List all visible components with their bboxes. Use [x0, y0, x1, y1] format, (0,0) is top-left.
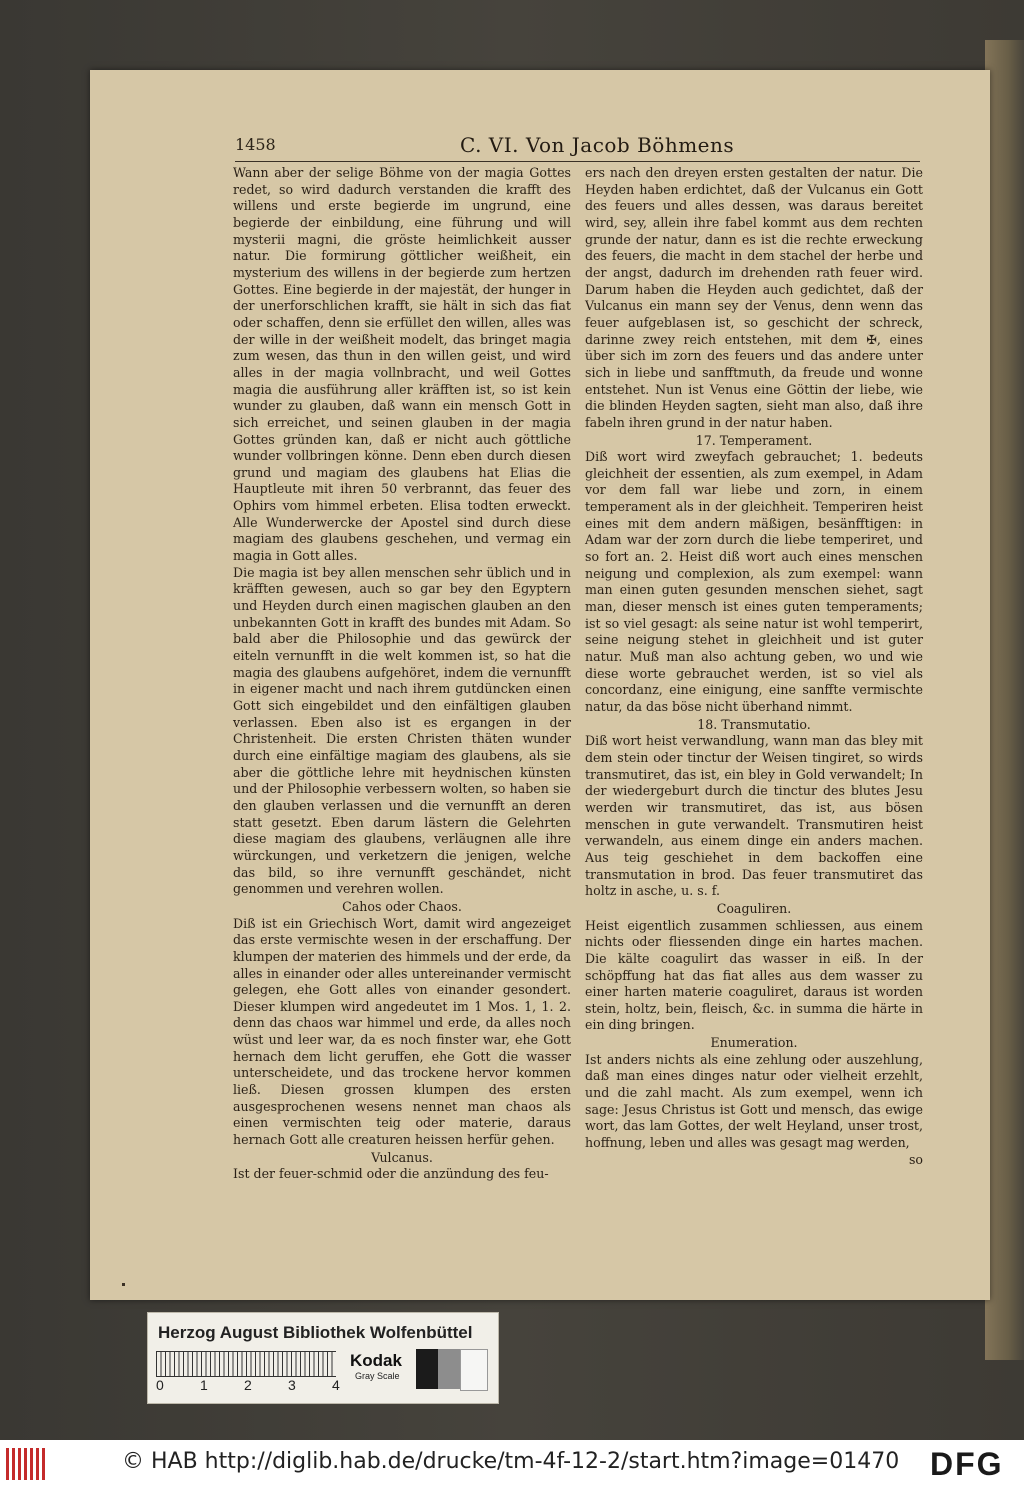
- section-heading: 17. Temperament.: [695, 432, 813, 448]
- library-name: Herzog August Bibliothek Wolfenbüttel: [158, 1323, 473, 1342]
- paragraph: Wann aber der selige Böhme von der magia Gottes redet, so wird dadurch verstanden die krafft des willens und erste begierde im ungrund, eine begierde der einbildung, eine führung und will mysterii magni, die gröste heimlichkeit ausser natur. Die formirung göttlicher weißheit, ein mysterium des willens in der begierde zum hertzen Gottes. Eine begierde in der majestät, der hunger in der unerforschlichen krafft, sie hält in sich das fiat oder schaffen, denn sie erfüllet den willen, alles was der wille in der weißheit modelt, das bringet magia zum wesen, das thun in den willen geist, und wird alles in der magia vollnbracht, und weil Gottes magia die ausführung aller kräfften ist, so ist kein wunder zu glauben, daß wann ein mensch Gott in sich erreichet, und seinen glauben in der magia Gottes gründen kan, daß er nicht auch göttliche wunder vollbringen könne. Denn eben durch diesen grund und magiam des glaubens hat Elias die Hauptleute mit ihren 50 verbrannt, das feuer des Ophirs vom himmel erbeten. Elisa todten erweckt. Alle Wunderwercke der Apostel sind durch diese magiam des glaubens geschehen, und vermag ein magia in Gott alles.: [233, 165, 571, 564]
- right-text-column: [585, 165, 923, 1168]
- color-reference-card: [147, 1312, 499, 1404]
- page-number: 1458: [235, 135, 276, 154]
- dfg-logo: DFG: [930, 1446, 1004, 1482]
- page-speck: [122, 1283, 125, 1286]
- copyright-url[interactable]: © HAB http://diglib.hab.de/drucke/tm-4f-12-2/start.htm?image=01470: [122, 1449, 900, 1474]
- kodak-logo: Kodak: [350, 1351, 402, 1370]
- white-swatch: [460, 1349, 488, 1391]
- left-text-column: [233, 165, 571, 1183]
- paragraph: Diß wort heist verwandlung, wann man das bley mit dem stein oder tinctur der Weisen tingiret, so wirds transmutiret, das ist, ein bley in Gold verwandelt; In der wiedergeburt durch die tinctur des blutes Jesu werden wir transmutiret, das ist, aus bösen menschen in gute verwandelt. Transmutiren heist verwandeln, aus einem dinge ein anders machen. Aus teig geschiehet in dem backoffen eine transmutation in brod. Das feuer transmutiret das holtz in asche, u. s. f.: [585, 733, 923, 899]
- ruler-number: 0: [156, 1377, 164, 1393]
- paragraph: Ist der feuer-schmid oder die anzündung des feu-: [233, 1166, 549, 1182]
- paragraph: Diß ist ein Griechisch Wort, damit wird angezeiget das erste vermischte wesen in der erschaffung. Der klumpen der materien des himmels und der erde, da alles in einander oder alles untereinander vermischt gelegen, ehe Gott alles von einander gesondert. Dieser klumpen wird angedeutet im 1 Mos. 1, 1. 2. denn das chaos war himmel und erde, da alles noch wüst und leer war, da es noch finster war, ehe Gott hernach dem licht geruffen, ehe Gott die wasser unterscheidete, und das trockene hervor kommen ließ. Diesen grossen klumpen des ersten ausgesprochenen wesens nennet man chaos als einen vermischten teig oder materie, daraus hernach Gott alle creaturen heissen herfür gehen.: [233, 915, 571, 1148]
- section-heading: Enumeration.: [710, 1035, 798, 1051]
- gray-scale-label: Gray Scale: [355, 1371, 400, 1381]
- paragraph: Heist eigentlich zusammen schliessen, aus einem nichts oder fliessenden dinge ein hartes machen. Die kälte coagulirt das wasser in eiß. In der schöpffung hat das fiat alles aus dem wasser zu einer harten materie coaguliret, daraus ist worden stein, holtz, bein, fleisch, &c. in summa die härte in ein ding bringen.: [585, 917, 923, 1033]
- section-heading: Cahos oder Chaos.: [342, 898, 462, 914]
- measurement-ruler: [156, 1351, 336, 1377]
- paragraph: ers nach den dreyen ersten gestalten der natur. Die Heyden haben erdichtet, daß der Vulcanus ein Gott des feuers und alles dessen, was daraus bereitet wird, sey, allein ihre fabel kommt aus dem rechten grunde der natur, dann es ist die rechte erweckung des feuers, die macht in dem stachel der herbe und der angst, dadurch im drehenden rath feuer wird. Darum haben die Heyden auch gedichtet, daß der Vulcanus ein mann sey der Venus, denn wenn das feuer aufgeblasen ist, so geschicht der schreck, darinne zwey reich entstehen, mit dem ✠, eines über sich im zorn des feuers und das andere unter sich in liebe und sanfftmuth, da freude und wonne entstehet. Nun ist Venus eine Göttin der liebe, wie die blinden Heyden sagten, sieht man also, daß ihre fabeln ihren grund in der natur haben.: [585, 165, 923, 430]
- ruler-number: 4: [332, 1377, 340, 1393]
- paragraph: Die magia ist bey allen menschen sehr üblich und in kräfften gewesen, auch so gar bey den Egyptern und Heyden durch einen magischen glauben an den unbekannten Gott in krafft des bundes mit Adam. So bald aber die Philosophie und das gewürck der eiteln vernunfft in die welt kommen ist, so hat die magia des glaubens aufgehöret, indem die vernunfft in eigener macht und nach ihrem gutdüncken einen Gott sich eingebildet und den einfältigen glauben verlassen. Eben also ist es ergangen in der Christenheit. Die ersten Christen thäten wunder durch eine einfältige magiam des glaubens, als sie aber die göttliche lehre mit heydnischen künsten und der Philosophie verbessern wolten, so haben sie den glauben verlassen und die vernunfft an deren statt gesetzt. Eben darum lästern die Gelehrten diese magiam des glaubens, verläugnen alle ihre würckungen, und verketzern die jenigen, welche das bild, so ihre vernunfft geschändet, nicht genommen und verehren wollen.: [233, 564, 571, 897]
- hab-logo-icon: [6, 1448, 46, 1480]
- page-header: [235, 135, 920, 162]
- ruler-number: 3: [288, 1377, 296, 1393]
- section-heading: 18. Transmutatio.: [697, 716, 811, 732]
- black-swatch: [416, 1349, 438, 1389]
- ruler-number: 1: [200, 1377, 208, 1393]
- section-heading: Coaguliren.: [716, 900, 792, 916]
- paragraph: Diß wort wird zweyfach gebrauchet; 1. bedeuts gleichheit der essentien, als zum exempel, in Adam vor dem fall war liebe und zorn, in einem temperament als in der gleichheit. Temperiren heist eines mit dem andern mäßigen, besänfftigen: in Adam war der zorn durch die liebe temperiret, und so fort an. 2. Heist diß wort auch eines menschen neigung und complexion, als zum exempel: wann man einen guten gesunden menschen siehet, sagt man, dieser mensch ist eines guten temperaments; ist so viel gesagt: als seine natur ist wohl temperirt, seine neigung stehet in gleichheit und ist guter natur. Muß man also achtung geben, wo und wie diese worte gebrauchet werden, ist so viel als concordanz, eine einigung, eine sanffte vermischte natur, da das böse nicht überhand nimmt.: [585, 449, 923, 714]
- footer-bar: [0, 1440, 1024, 1487]
- next-page-edge: [985, 40, 1024, 1360]
- gray-swatch: [438, 1349, 460, 1389]
- catchword: so: [908, 1151, 923, 1167]
- paragraph: Ist anders nichts als eine zehlung oder auszehlung, daß man eines dinges natur oder vielheit erzehlt, und die zahl macht. Als zum exempel, wenn ich sage: Jesus Christus ist Gott und mensch, das ewige wort, das lam Gottes, der welt Heyland, unser trost, hoffnung, leben und alles was gesagt mag werden,: [585, 1051, 923, 1151]
- ruler-numbers: [156, 1377, 346, 1397]
- ruler-number: 2: [244, 1377, 252, 1393]
- section-heading: Vulcanus.: [371, 1149, 433, 1165]
- running-head: C. VI. Von Jacob Böhmens: [460, 133, 735, 157]
